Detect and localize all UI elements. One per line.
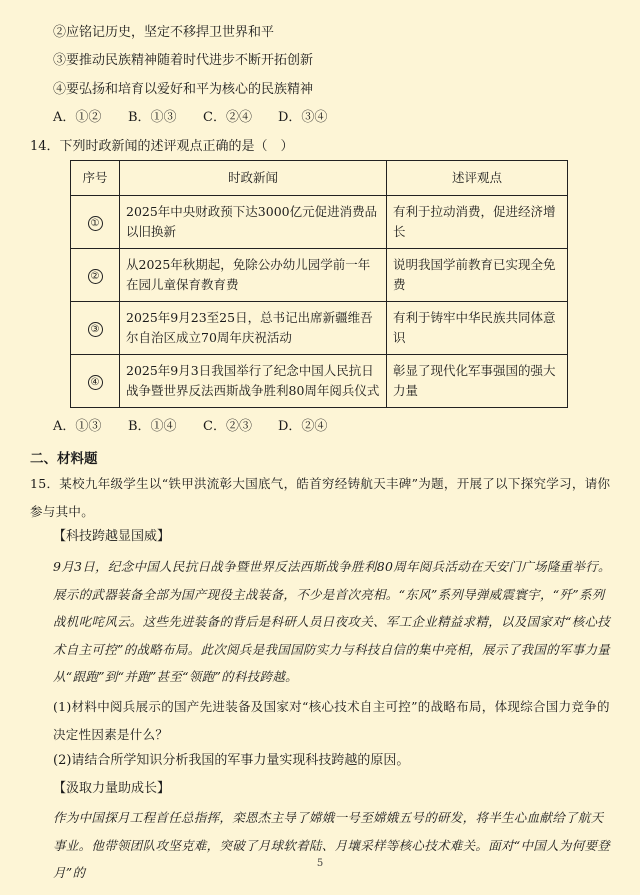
row-news: 从2025年秋期起，免除公办幼儿园学前一年在园儿童保育教育费 [120,249,387,302]
option-3: ③要推动民族精神随着时代进步不断开拓创新 [53,53,314,68]
part2-title: 【汲取力量助成长】 [53,781,171,796]
header-num: 序号 [71,161,120,196]
header-view: 述评观点 [387,161,568,196]
q13-choice-d: D．③④ [278,110,328,125]
q13-choice-a: A．①② [53,110,102,125]
news-table [70,160,568,408]
row-view: 说明我国学前教育已实现全免费 [387,249,568,302]
q15-stem: 15．某校九年级学生以“铁甲洪流彰大国底气，皓首穷经铸航天丰碑”为题，开展了以下探究学习，请你参与其中。 [30,476,611,519]
q14-choice-b: B．①④ [128,419,177,434]
row-num: ② [88,269,103,284]
sub-question-2: (2)请结合所学知识分析我国的军事力量实现科技跨越的原因。 [53,753,410,768]
row-news: 2025年中央财政预下达3000亿元促进消费品以旧换新 [120,196,387,249]
q14-stem: 14．下列时政新闻的述评观点正确的是（ ） [30,139,294,154]
row-num: ③ [88,322,103,337]
page-number: 5 [316,858,324,869]
sub-question-1: (1)材料中阅兵展示的国产先进装备及国家对“核心技术自主可控”的战略布局，体现综合国力竞争的决定性因素是什么？ [53,699,610,742]
header-news: 时政新闻 [120,161,387,196]
q14-choice-a: A．①③ [53,419,102,434]
table-header-row [71,161,568,196]
row-num: ④ [88,375,103,390]
row-num: ① [88,216,103,231]
part1-text: 9月3日，纪念中国人民抗日战争暨世界反法西斯战争胜利80周年阅兵活动在天安门广场隆重举行。展示的武器装备全部为国产现役主战装备，不少是首次亮相。“东风”系列导弹威震寰宇，“歼”系列战机叱咤风云。这些先进装备的背后是科研人员日夜攻关、军工企业精益求精，以及国家对“核心技术自主可控”的战略布局。此次阅兵是我国国防实力与科技自信的集中亮相，展示了我国的军事力量从“跟跑”到“并跑”甚至“领跑”的科技跨越。 [53,559,611,684]
option-4: ④要弘扬和培育以爱好和平为核心的民族精神 [53,82,314,97]
part2-text: 作为中国探月工程首任总指挥，栾恩杰主导了嫦娥一号至嫦娥五号的研发，将半生心血献给了航天事业。他带领团队攻坚克难，突破了月球软着陆、月壤采样等核心技术难关。面对“中国人为何要登月”的 [53,810,611,880]
option-2: ②应铭记历史，坚定不移捍卫世界和平 [53,25,275,40]
row-view: 有利于拉动消费，促进经济增长 [387,196,568,249]
table-row [71,355,568,408]
row-view: 有利于铸牢中华民族共同体意识 [387,302,568,355]
table-row [71,196,568,249]
q14-choice-c: C．②③ [203,419,252,434]
row-news: 2025年9月3日我国举行了纪念中国人民抗日战争暨世界反法西斯战争胜利80周年阅兵仪式 [120,355,387,408]
part1-title: 【科技跨越显国威】 [53,529,171,544]
table-row [71,302,568,355]
table-row [71,249,568,302]
row-view: 彰显了现代化军事强国的强大力量 [387,355,568,408]
q13-choice-b: B．①③ [128,110,177,125]
q13-choice-c: C．②④ [203,110,252,125]
section-title: 二、材料题 [30,451,98,467]
q14-choice-d: D．②④ [278,419,328,434]
row-news: 2025年9月23至25日，总书记出席新疆维吾尔自治区成立70周年庆祝活动 [120,302,387,355]
